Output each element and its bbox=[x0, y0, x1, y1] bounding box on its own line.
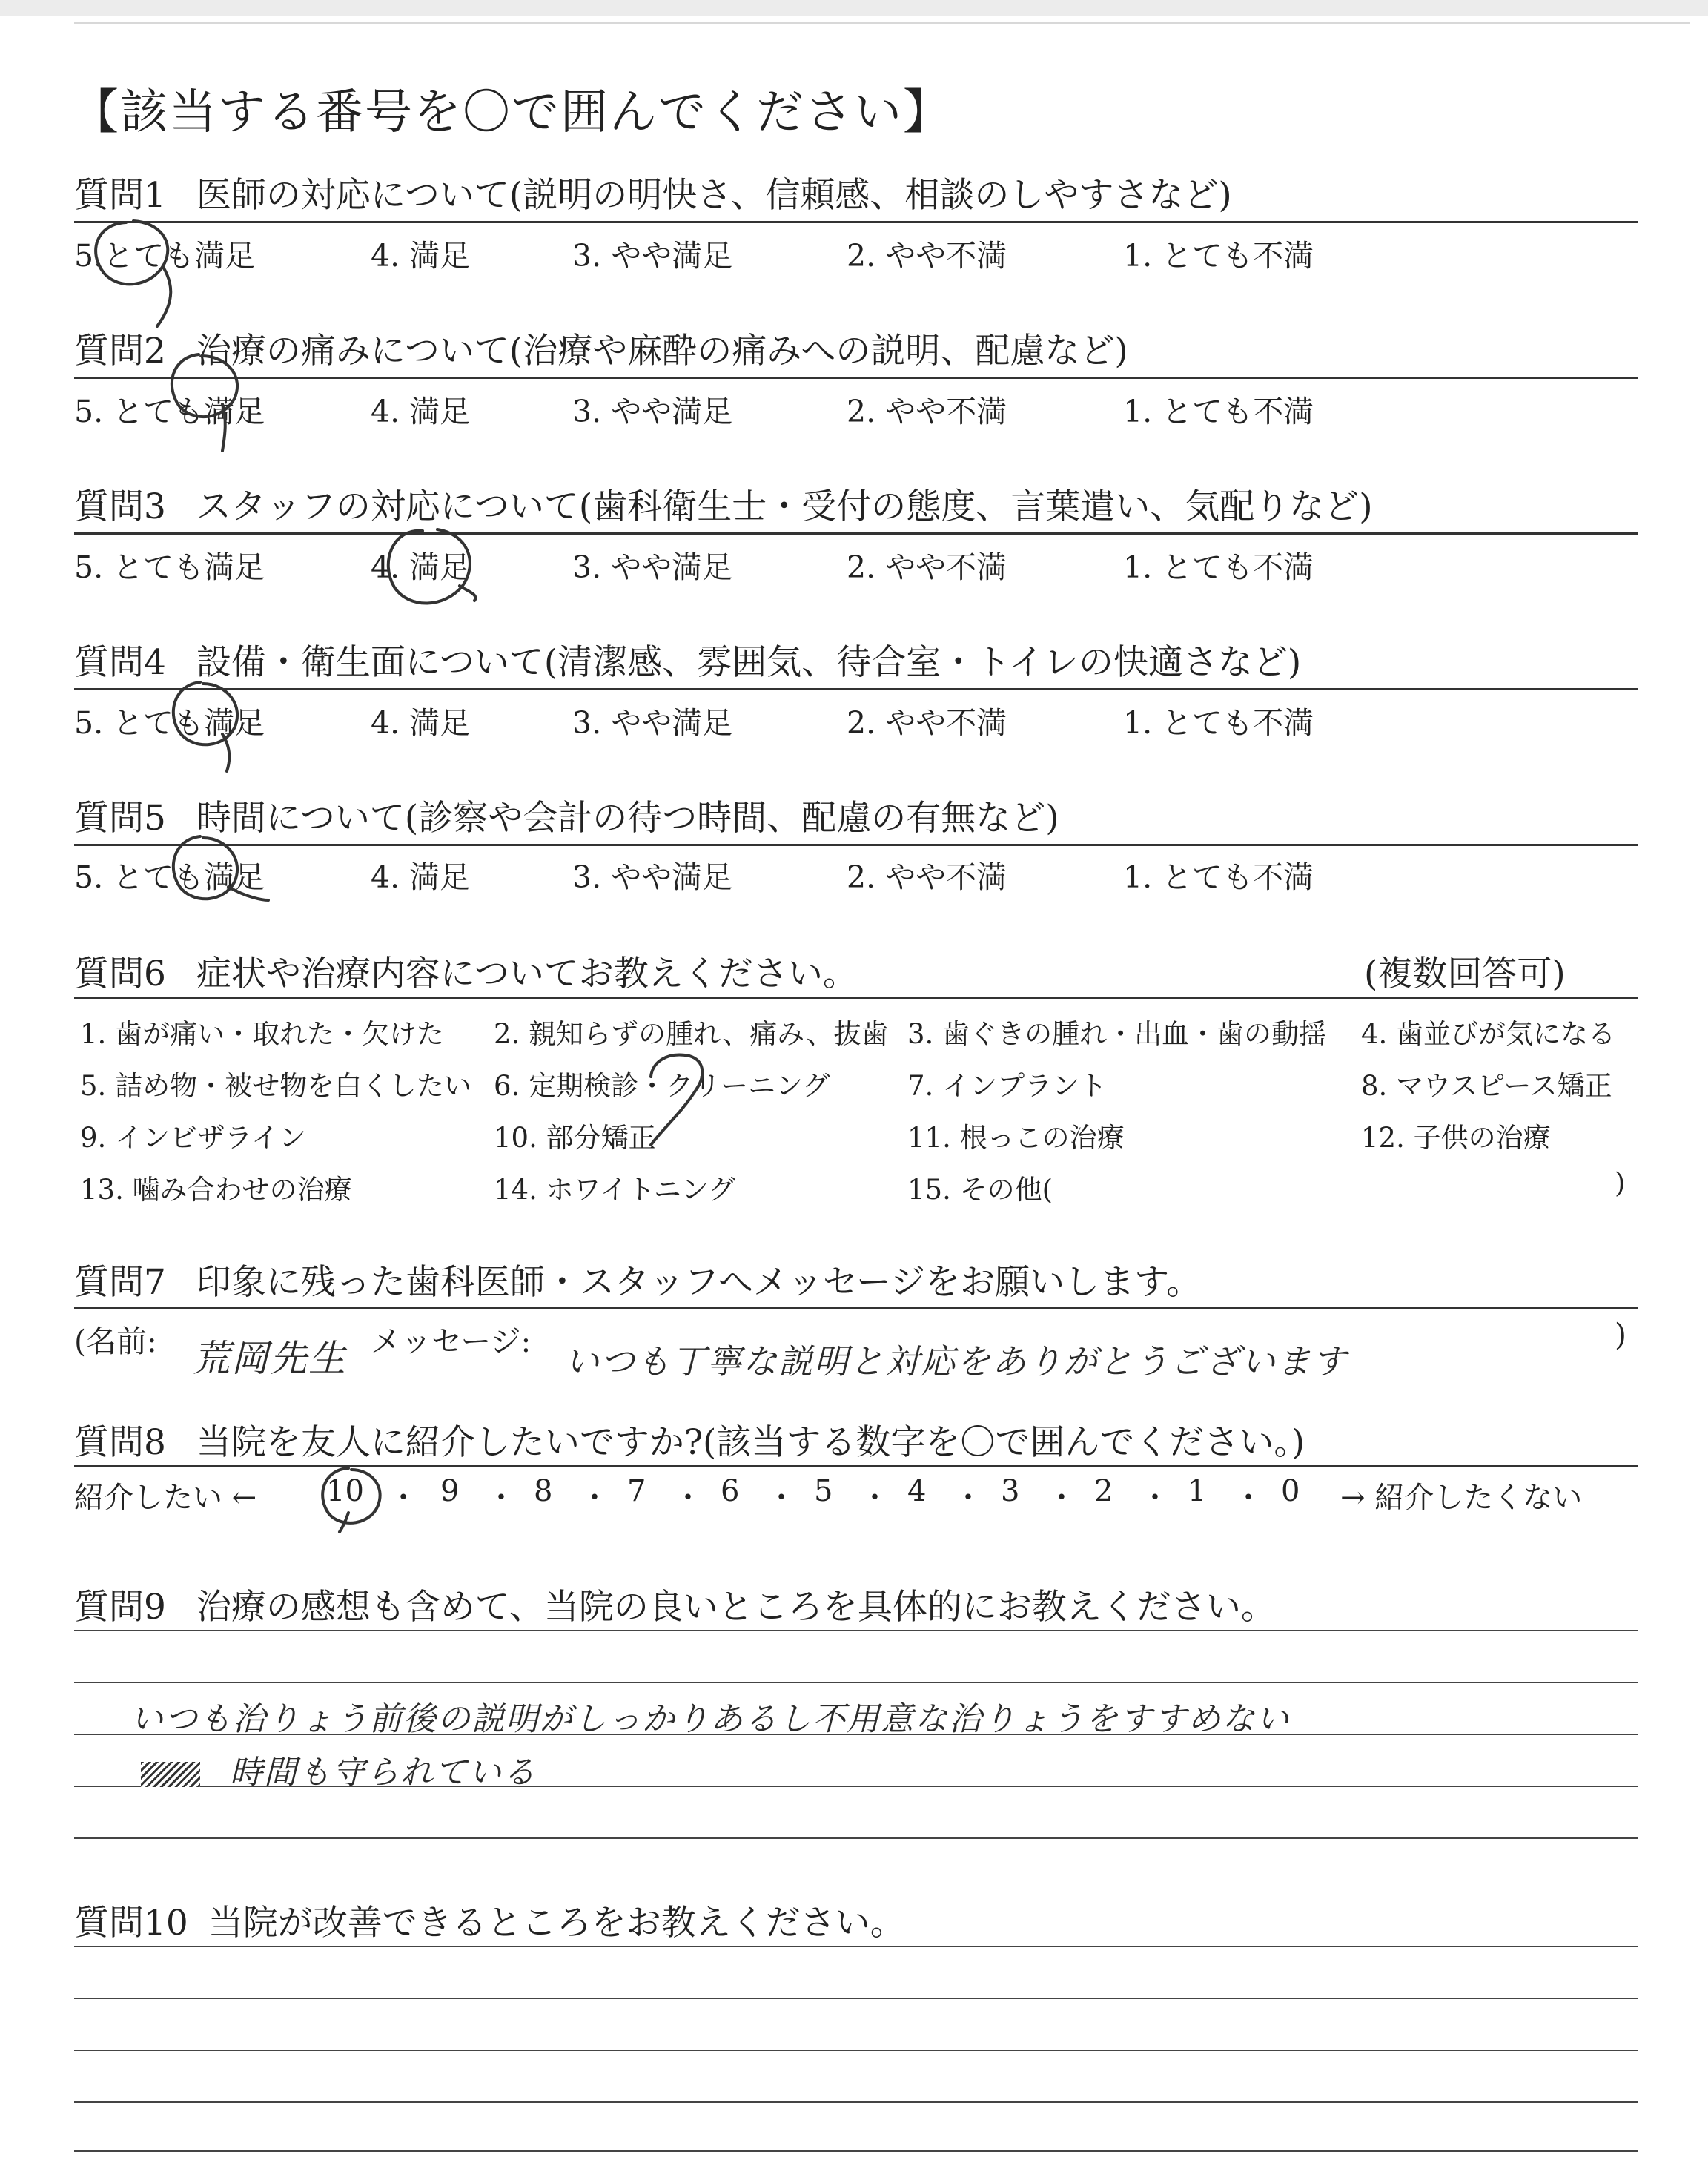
q8-sep: ・ bbox=[1047, 1481, 1076, 1515]
q2-option-5[interactable]: 5. とても満足 bbox=[74, 394, 265, 429]
q3-label: 質問3 bbox=[74, 486, 166, 527]
q8-scale-5[interactable]: 5 bbox=[814, 1474, 833, 1508]
q5-option-3[interactable]: 3. やや満足 bbox=[572, 859, 733, 895]
q1-header bbox=[74, 168, 1232, 217]
q6-item-11[interactable]: 11. 根っこの治療 bbox=[907, 1122, 1125, 1154]
q4-option-5[interactable]: 5. とても満足 bbox=[74, 705, 265, 741]
q4-header bbox=[74, 635, 1301, 684]
q8-sep: ・ bbox=[388, 1481, 418, 1515]
q4-label: 質問4 bbox=[74, 642, 166, 683]
q6-item-6[interactable]: 6. 定期検診・クリーニング bbox=[494, 1070, 830, 1102]
q3-option-4[interactable]: 4. 満足 bbox=[371, 549, 471, 585]
q2-header bbox=[74, 323, 1128, 373]
q6-item-5[interactable]: 5. 詰め物・被せ物を白くしたい bbox=[80, 1070, 472, 1102]
q2-option-4[interactable]: 4. 満足 bbox=[371, 394, 471, 429]
q9-answer-line-1[interactable]: いつも治りょう前後の説明がしっかりあるし不用意な治りょうをすすめない bbox=[130, 1700, 1291, 1738]
q5-option-5[interactable]: 5. とても満足 bbox=[74, 859, 265, 895]
q6-item-8[interactable]: 8. マウスピース矯正 bbox=[1361, 1070, 1612, 1102]
q6-item-2[interactable]: 2. 親知らずの腫れ、痛み、抜歯 bbox=[494, 1018, 889, 1050]
q8-left-label: 紹介したい ← bbox=[74, 1481, 257, 1515]
q5-option-4[interactable]: 4. 満足 bbox=[371, 859, 471, 895]
q6-note: (複数回答可) bbox=[1364, 954, 1566, 994]
q7-close: ) bbox=[1615, 1317, 1626, 1353]
q5-header bbox=[74, 790, 1059, 840]
q6-text: 症状や治療内容についてお教えください。 bbox=[196, 954, 858, 994]
q3-option-5[interactable]: 5. とても満足 bbox=[74, 549, 265, 585]
crossed-out-scribble bbox=[141, 1762, 200, 1787]
q10-answer-line bbox=[74, 1998, 1638, 1999]
q10-label: 質問10 bbox=[74, 1903, 188, 1943]
q10-answer-line bbox=[74, 2050, 1638, 2051]
q5-option-1[interactable]: 1. とても不満 bbox=[1123, 859, 1314, 895]
q6-item-13[interactable]: 13. 噛み合わせの治療 bbox=[80, 1174, 352, 1206]
q2-option-1[interactable]: 1. とても不満 bbox=[1123, 394, 1314, 429]
q7-rule bbox=[74, 1307, 1638, 1309]
scan-edge-line bbox=[74, 22, 1690, 24]
q8-scale-8[interactable]: 8 bbox=[534, 1474, 553, 1508]
q6-item-12[interactable]: 12. 子供の治療 bbox=[1361, 1122, 1551, 1154]
q8-sep: ・ bbox=[486, 1481, 516, 1515]
q8-sep: ・ bbox=[1234, 1481, 1263, 1515]
q2-text: 治療の痛みについて(治療や麻酔の痛みへの説明、配慮など) bbox=[196, 331, 1128, 371]
q4-option-1[interactable]: 1. とても不満 bbox=[1123, 705, 1314, 741]
q6-header bbox=[74, 946, 858, 996]
q9-text: 治療の感想も含めて、当院の良いところを具体的にお教えください。 bbox=[196, 1587, 1276, 1628]
q7-message-label: メッセージ: bbox=[371, 1324, 532, 1359]
q8-sep: ・ bbox=[1140, 1481, 1170, 1515]
q6-item-15[interactable]: 15. その他( bbox=[907, 1174, 1053, 1206]
q3-text: スタッフの対応について(歯科衛生士・受付の態度、言葉遣い、気配りなど) bbox=[196, 486, 1373, 527]
q8-scale-6[interactable]: 6 bbox=[721, 1474, 740, 1508]
q8-sep: ・ bbox=[767, 1481, 796, 1515]
q9-label: 質問9 bbox=[74, 1587, 166, 1628]
q8-scale-0[interactable]: 0 bbox=[1281, 1474, 1300, 1508]
q7-label: 質問7 bbox=[74, 1262, 166, 1303]
q2-option-2[interactable]: 2. やや不満 bbox=[847, 394, 1007, 429]
q7-header bbox=[74, 1255, 1201, 1304]
q1-label: 質問1 bbox=[74, 175, 166, 216]
q3-rule bbox=[74, 532, 1638, 535]
q5-text: 時間について(診察や会計の待つ時間、配慮の有無など) bbox=[196, 798, 1059, 839]
q6-item-3[interactable]: 3. 歯ぐきの腫れ・出血・歯の動揺 bbox=[907, 1018, 1327, 1050]
q3-selection-tail bbox=[460, 586, 475, 601]
q2-rule bbox=[74, 377, 1638, 379]
q1-option-3[interactable]: 3. やや満足 bbox=[572, 238, 733, 274]
q8-label: 質問8 bbox=[74, 1422, 166, 1463]
q9-answer-line bbox=[74, 1630, 1638, 1631]
q1-option-1[interactable]: 1. とても不満 bbox=[1123, 238, 1314, 274]
q7-name-value[interactable]: 荒岡先生 bbox=[193, 1337, 347, 1380]
q7-name-label: (名前: bbox=[74, 1324, 157, 1359]
q8-scale-9[interactable]: 9 bbox=[440, 1474, 460, 1508]
q8-rule bbox=[74, 1465, 1638, 1467]
q4-text: 設備・衛生面について(清潔感、雰囲気、待合室・トイレの快適さなど) bbox=[196, 642, 1302, 683]
q10-header bbox=[74, 1895, 905, 1945]
q3-option-3[interactable]: 3. やや満足 bbox=[572, 549, 733, 585]
q6-item-9[interactable]: 9. インビザライン bbox=[80, 1122, 306, 1154]
q10-answer-line bbox=[74, 1946, 1638, 1947]
q3-option-1[interactable]: 1. とても不満 bbox=[1123, 549, 1314, 585]
q6-item-10[interactable]: 10. 部分矯正 bbox=[494, 1122, 656, 1154]
q5-label: 質問5 bbox=[74, 798, 166, 839]
q5-option-2[interactable]: 2. やや不満 bbox=[847, 859, 1007, 895]
q8-scale-1[interactable]: 1 bbox=[1188, 1474, 1207, 1508]
q1-rule bbox=[74, 221, 1638, 223]
q8-sep: ・ bbox=[673, 1481, 703, 1515]
q1-option-5[interactable]: 5.とても満足 bbox=[74, 238, 256, 274]
q1-option-4[interactable]: 4. 満足 bbox=[371, 238, 471, 274]
q9-answer-line-2[interactable] bbox=[141, 1745, 537, 1793]
q10-answer-line bbox=[74, 2101, 1638, 2103]
page-title: 【該当する番号を〇で囲んでください】 bbox=[71, 85, 952, 140]
q8-scale-4[interactable]: 4 bbox=[907, 1474, 927, 1508]
q8-scale-7[interactable]: 7 bbox=[627, 1474, 646, 1508]
q7-message-value[interactable]: いつも丁寧な説明と対応をありがとうございます bbox=[565, 1341, 1348, 1381]
q7-text: 印象に残った歯科医師・スタッフへメッセージをお願いします。 bbox=[196, 1262, 1202, 1303]
q4-option-2[interactable]: 2. やや不満 bbox=[847, 705, 1007, 741]
q8-selection-tail bbox=[340, 1513, 348, 1532]
q8-sep: ・ bbox=[580, 1481, 609, 1515]
q8-text: 当院を友人に紹介したいですか?(該当する数字を〇で囲んでください。) bbox=[196, 1422, 1305, 1463]
q6-rule bbox=[74, 997, 1638, 999]
q6-item-14[interactable]: 14. ホワイトニング bbox=[494, 1174, 736, 1206]
q1-selection-tail bbox=[157, 267, 171, 326]
q6-item-15-close: ) bbox=[1615, 1167, 1626, 1199]
q10-text: 当院が改善できるところをお教えください。 bbox=[208, 1903, 905, 1943]
q6-label: 質問6 bbox=[74, 954, 166, 994]
q2-label: 質問2 bbox=[74, 331, 166, 371]
q9-answer-line bbox=[74, 1837, 1638, 1839]
q8-scale-3[interactable]: 3 bbox=[1001, 1474, 1020, 1508]
q6-item-1[interactable]: 1. 歯が痛い・取れた・欠けた bbox=[80, 1018, 445, 1050]
q8-sep: ・ bbox=[860, 1481, 890, 1515]
q6-item-4[interactable]: 4. 歯並びが気になる bbox=[1361, 1018, 1616, 1050]
q6-item-7[interactable]: 7. インプラント bbox=[907, 1070, 1108, 1102]
scan-top-edge bbox=[0, 0, 1708, 16]
q8-scale-10[interactable]: 10 bbox=[326, 1474, 364, 1508]
q9-header bbox=[74, 1579, 1276, 1629]
q3-option-2[interactable]: 2. やや不満 bbox=[847, 549, 1007, 585]
q5-rule bbox=[74, 844, 1638, 846]
q4-option-3[interactable]: 3. やや満足 bbox=[572, 705, 733, 741]
q3-header bbox=[74, 479, 1373, 529]
q4-rule bbox=[74, 688, 1638, 690]
q9-answer-line bbox=[74, 1682, 1638, 1683]
q4-option-4[interactable]: 4. 満足 bbox=[371, 705, 471, 741]
q1-option-2[interactable]: 2. やや不満 bbox=[847, 238, 1007, 274]
q8-scale-2[interactable]: 2 bbox=[1094, 1474, 1113, 1508]
q8-header bbox=[74, 1415, 1305, 1464]
q9-answer-line-2-text: 時間も守られている bbox=[230, 1754, 537, 1791]
q2-option-3[interactable]: 3. やや満足 bbox=[572, 394, 733, 429]
q8-sep: ・ bbox=[953, 1481, 983, 1515]
q8-right-label: → 紹介したくない bbox=[1340, 1481, 1583, 1515]
q10-answer-line bbox=[74, 2150, 1638, 2152]
q1-text: 医師の対応について(説明の明快さ、信頼感、相談のしやすさなど) bbox=[196, 175, 1232, 216]
